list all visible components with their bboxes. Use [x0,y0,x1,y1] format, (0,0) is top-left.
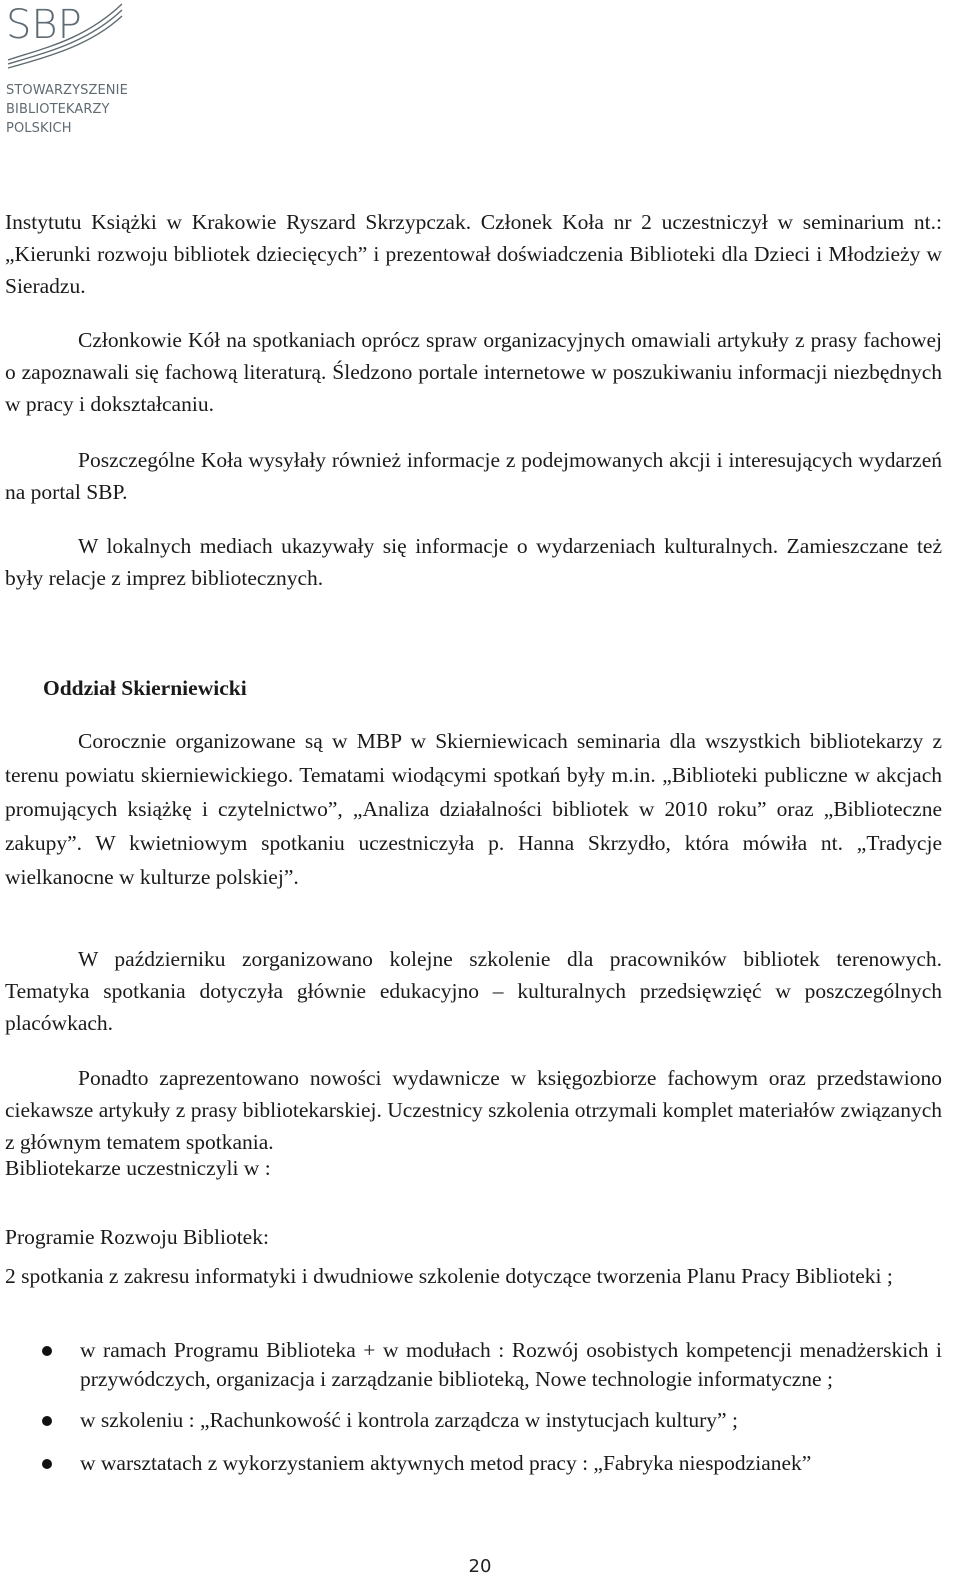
logo-line-2: BIBLIOTEKARZY [6,102,110,117]
logo-acronym: SBP [6,2,82,48]
list-item-text: w ramach Programu Biblioteka + w modułach : Rozwój osobistych kompetencji menadżerskich i przywódczych, organizacja i zarządzanie biblioteką, Nowe technologie informatyczne ; [80,1338,942,1391]
bullet-dot-icon [42,1346,52,1356]
section-szkolenie [5,943,942,1039]
paragraph-9: Programie Rozwoju Bibliotek: [5,1225,269,1249]
list-item-text: w szkoleniu : „Rachunkowość i kontrola zarządcza w instytucjach kultury” ; [80,1408,738,1432]
bullet-dot-icon [42,1416,52,1426]
paragraph-2: Członkowie Kół na spotkaniach oprócz spraw organizacyjnych omawiali artykuły z prasy fachowej o zapoznawali się fachową literaturą. Śledzono portale internetowe w poszukiwaniu informacji niezbędnych w pracy i dokształcaniu. [5,328,942,416]
logo-text [6,81,128,138]
logo-line-1: STOWARZYSZENIE [6,83,128,98]
list-item [5,1336,942,1394]
section-kola [5,324,942,420]
page-number: 20 [468,1556,492,1577]
paragraph-10: 2 spotkania z zakresu informatyki i dwudniowe szkolenie dotyczące tworzenia Planu Pracy Biblioteki ; [5,1264,893,1288]
logo-line-3: POLSKICH [6,121,72,136]
bullet-dot-icon [42,1459,52,1469]
sbp-logo [4,0,144,140]
paragraph-6: W październiku zorganizowano kolejne szkolenie dla pracowników bibliotek terenowych. Tematyka spotkania dotyczyła głównie edukacyjno – kulturalnych przedsięwzięć w poszczególnych placówkach. [5,947,942,1035]
list-item-text: w warsztatach z wykorzystaniem aktywnych metod pracy : „Fabryka niespodzianek” [80,1451,812,1475]
section-spotkania [5,1262,942,1291]
section-heading-skierniewicki: Oddział Skierniewicki [43,676,247,700]
document-body [5,206,942,302]
list-item [5,1406,942,1435]
list-item [5,1449,942,1478]
sbp-logo-mark [4,0,144,80]
section-seminaria [5,724,942,894]
bullet-list-container [5,1336,942,1478]
section-heading [5,672,942,704]
section-uczestnictwo [5,1152,942,1184]
section-program [5,1221,942,1253]
section-media [5,530,942,594]
paragraph-7: Ponadto zaprezentowano nowości wydawnicze w księgozbiorze fachowym oraz przedstawiono ciekawsze artykuły z prasy bibliotekarskiej. Uczestnicy szkolenia otrzymali komplet materiałów związanych z głównym tematem spotkania. [5,1066,942,1154]
paragraph-5: Corocznie organizowane są w MBP w Skierniewicach seminaria dla wszystkich bibliotekarzy z terenu powiatu skierniewickiego. Tematami wiodącymi spotkań były m.in. „Biblioteki publiczne w akcjach promujących książkę i czytelnictwo”, „Analiza działalności bibliotek w 2010 roku” oraz „Biblioteczne zakupy”. W kwietniowym spotkaniu uczestniczyła p. Hanna Skrzydło, która mówiła nt. „Tradycje wielkanocne w kulturze polskiej”. [5,729,942,889]
bullet-list [5,1336,942,1478]
paragraph-3: Poszczególne Koła wysyłały również informacje z podejmowanych akcji i interesujących wydarzeń na portal SBP. [5,448,942,504]
paragraph-4: W lokalnych mediach ukazywały się informacje o wydarzeniach kulturalnych. Zamieszczane też były relacje z imprez bibliotecznych. [5,534,942,590]
paragraph-8: Bibliotekarze uczestniczyli w : [5,1156,271,1180]
section-portal [5,444,942,508]
section-nowosci [5,1062,942,1158]
paragraph-1: Instytutu Książki w Krakowie Ryszard Skrzypczak. Członek Koła nr 2 uczestniczył w seminarium nt.: „Kierunki rozwoju bibliotek dziecięcych” i prezentował doświadczenia Biblioteki dla Dzieci i Młodzieży w Sieradzu. [5,210,942,298]
